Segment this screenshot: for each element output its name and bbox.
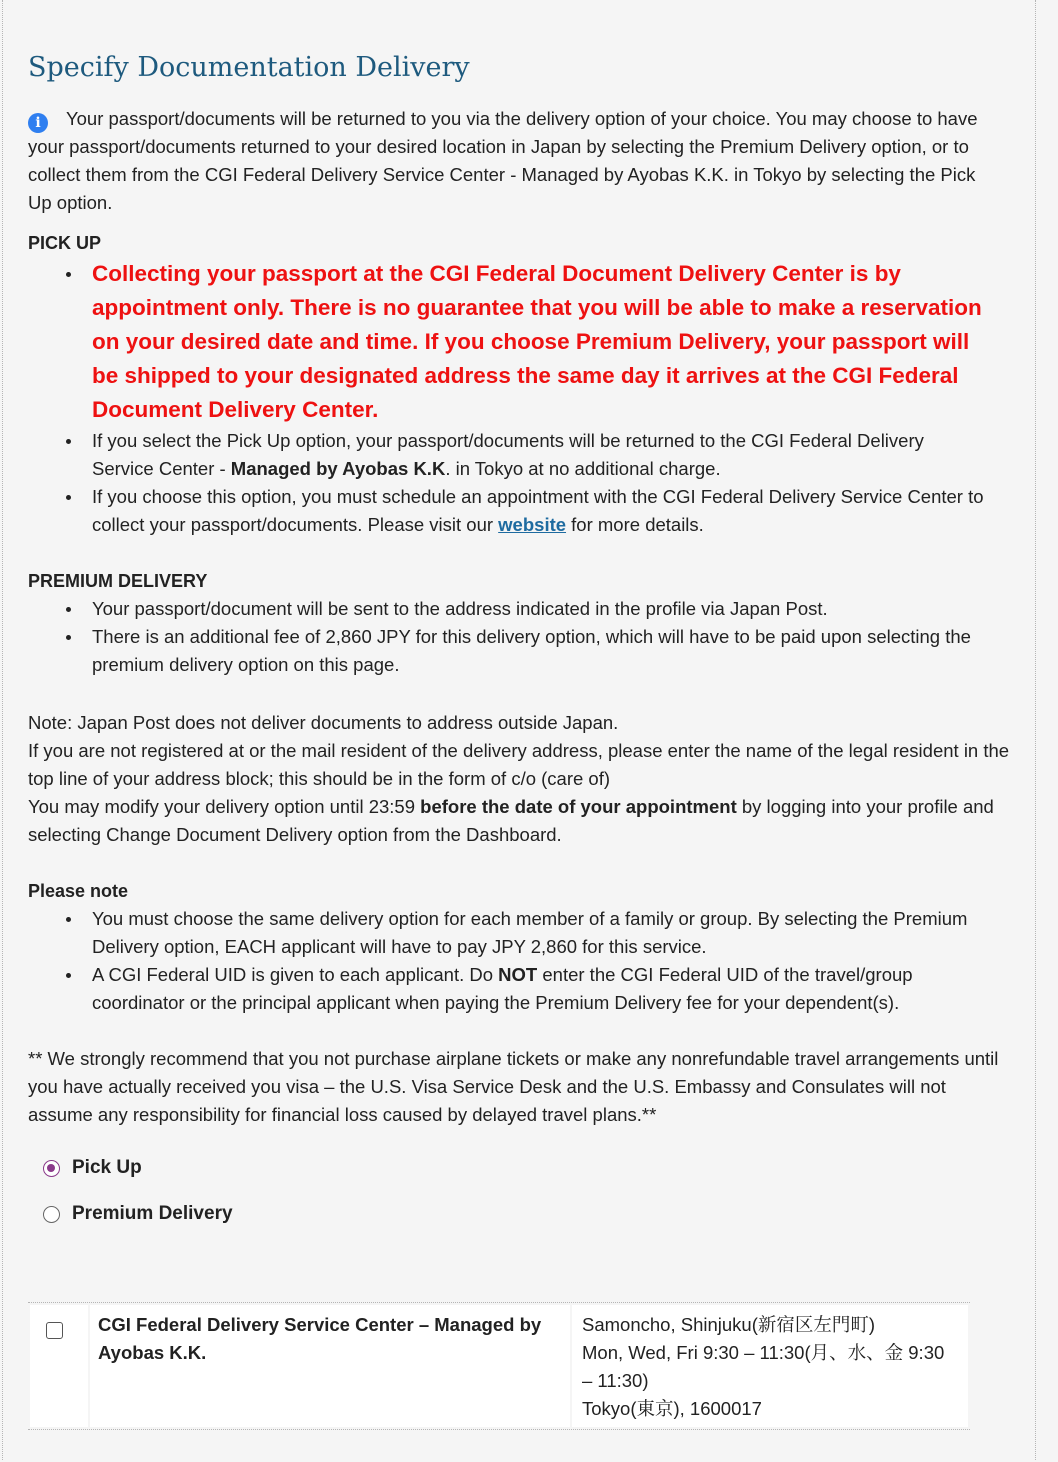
location-table <box>28 1302 970 1430</box>
premium-radio[interactable] <box>43 1206 60 1223</box>
please-note-heading: Please note <box>28 881 129 901</box>
note-line-3: You may modify your delivery option until 23:59 before the date of your appointment by logging into your profile and selecting Change Document Delivery option from the Dashboard. <box>28 796 994 845</box>
pickup-warning: Collecting your passport at the CGI Federal Document Delivery Center is by appointment only. There is no guarantee that you will be able to make a reservation on your desired date and time. If you choose Premium Delivery, your passport will be shipped to your designated address the same day it arrives at the CGI Federal Document Delivery Center. <box>28 257 988 427</box>
premium-option[interactable] <box>43 1203 233 1225</box>
notes-block <box>28 709 1013 849</box>
please-note-item-1: You must choose the same delivery option for each member of a family or group. By selecting the Premium Delivery option, EACH applicant will have to pay JPY 2,860 for this service. <box>28 905 988 961</box>
location-city: Tokyo(東京), 1600017 <box>582 1398 762 1419</box>
pickup-option[interactable] <box>43 1157 142 1179</box>
location-checkbox[interactable] <box>46 1322 63 1339</box>
location-name: CGI Federal Delivery Service Center – Managed by Ayobas K.K. <box>90 1305 570 1427</box>
table-row <box>30 1305 968 1427</box>
premium-radio-label[interactable]: Premium Delivery <box>72 1203 233 1224</box>
recommendation-text: ** We strongly recommend that you not purchase airplane tickets or make any nonrefundable travel arrangements until you have actually received you visa – the U.S. Visa Service Desk and the U.S. Embassy and Consulates will not assume any responsibility for financial loss caused by delayed travel plans.** <box>28 1048 999 1125</box>
note-line-1: Note: Japan Post does not deliver documents to address outside Japan. <box>28 712 619 733</box>
intro-text <box>28 105 998 217</box>
website-link[interactable]: website <box>498 514 567 535</box>
info-icon: i <box>28 113 48 133</box>
pickup-item-1: If you select the Pick Up option, your passport/documents will be returned to the CGI Federal Delivery Service Center - Managed by Ayobas K.K. in Tokyo at no additional charge. <box>28 427 988 483</box>
pickup-heading: PICK UP <box>28 233 102 253</box>
pickup-radio[interactable] <box>43 1160 60 1177</box>
pickup-list <box>28 257 988 539</box>
please-note-item-2: A CGI Federal UID is given to each applicant. Do NOT enter the CGI Federal UID of the travel/group coordinator or the principal applicant when paying the Premium Delivery fee for your dependent(s). <box>28 961 988 1017</box>
please-note-list <box>28 905 988 1017</box>
location-address: Samoncho, Shinjuku(新宿区左門町) <box>582 1314 876 1335</box>
intro-body: Your passport/documents will be returned to you via the delivery option of your choice. You may choose to have your passport/documents returned to your desired location in Japan by selecting the Premium Delivery option, or to collect them from the CGI Federal Delivery Service Center - Managed by Ayobas K.K. in Tokyo by selecting the Pick Up option. <box>28 108 978 213</box>
location-checkbox-cell <box>30 1305 88 1427</box>
premium-list <box>28 595 988 679</box>
page-title: Specify Documentation Delivery <box>28 52 470 83</box>
premium-item-2: There is an additional fee of 2,860 JPY for this delivery option, which will have to be paid upon selecting the premium delivery option on this page. <box>28 623 988 679</box>
note-line-2: If you are not registered at or the mail resident of the delivery address, please enter the name of the legal resident in the top line of your address block; this should be in the form of c/o (care of) <box>28 740 1010 789</box>
location-hours: Mon, Wed, Fri 9:30 – 11:30(月、水、金 9:30 – 11:30) <box>582 1342 945 1391</box>
location-details <box>572 1305 968 1427</box>
premium-item-1: Your passport/document will be sent to the address indicated in the profile via Japan Post. <box>28 595 988 623</box>
pickup-radio-label[interactable]: Pick Up <box>72 1157 142 1178</box>
premium-heading: PREMIUM DELIVERY <box>28 571 208 591</box>
pickup-item-2: If you choose this option, you must schedule an appointment with the CGI Federal Delivery Service Center to collect your passport/documents. Please visit our website for more details. <box>28 483 988 539</box>
